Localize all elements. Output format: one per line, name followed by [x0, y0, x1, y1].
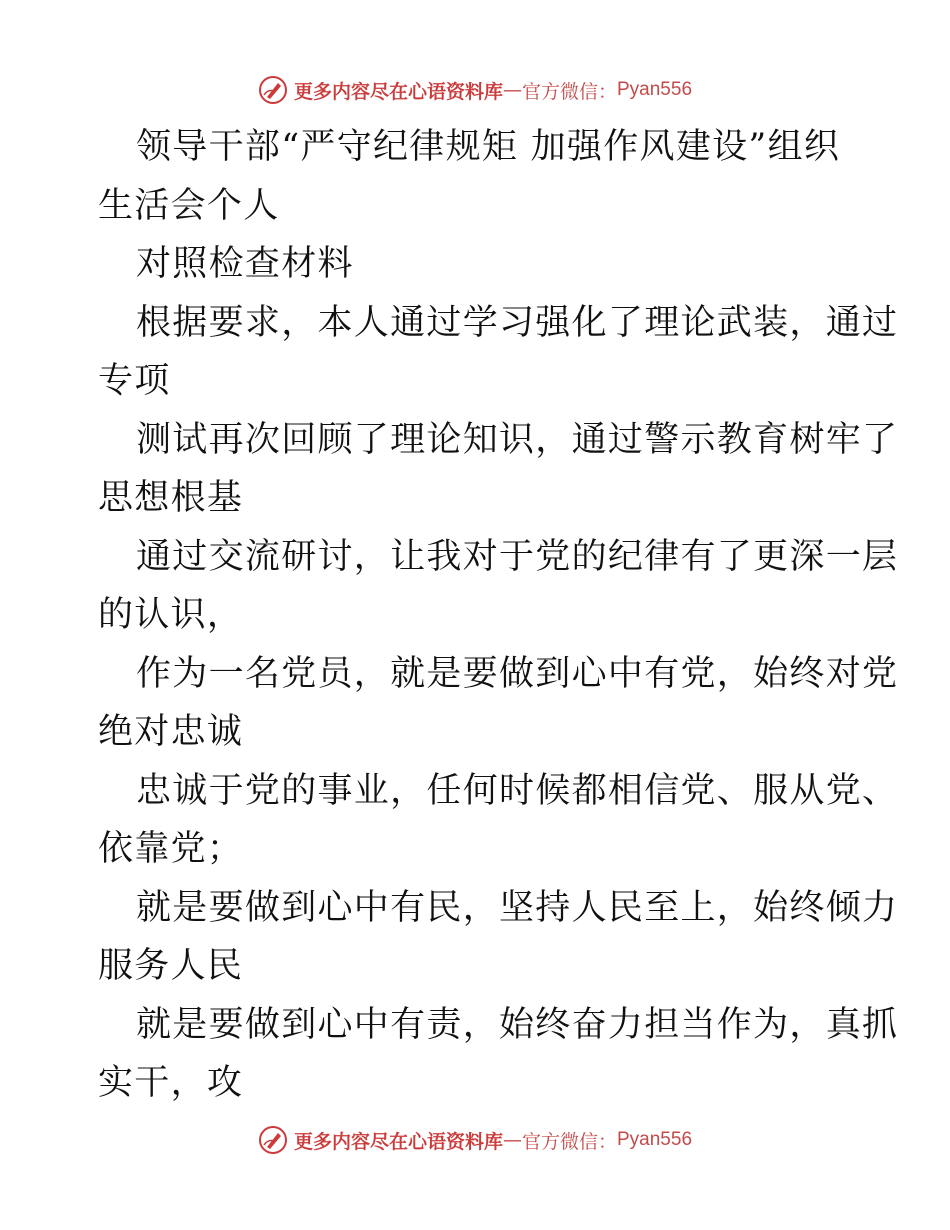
footer-brand-text: 更多内容尽在心语资料库 [293, 1130, 503, 1153]
header-brand-text: 更多内容尽在心语资料库 [293, 80, 503, 103]
paragraph-line: 依靠党； [98, 829, 244, 869]
document-body [98, 118, 899, 1113]
paragraph-line: 根据要求，本人通过学习强化了理论武装，通过 [136, 302, 899, 343]
header-separator: — [502, 79, 522, 101]
paragraph-line: 绝对忠诚 [98, 712, 244, 752]
paragraph-line: 就是要做到心中有责，始终奋力担当作为，真抓 [136, 1004, 899, 1045]
footer-banner [0, 1122, 950, 1158]
paragraph-line: 的认识， [98, 595, 244, 635]
footer-wechat-label: 官方微信： [521, 1130, 617, 1153]
paragraph-line: 实干，攻 [98, 1063, 244, 1103]
paragraph-line: 服务人民 [98, 946, 244, 986]
footer-separator: — [502, 1129, 522, 1151]
document-subtitle: 对照检查材料 [136, 244, 354, 284]
paragraph-line: 作为一名党员，就是要做到心中有党，始终对党 [136, 653, 899, 694]
paragraph-line: 测试再次回顾了理论知识，通过警示教育树牢了 [136, 419, 899, 460]
document-title-line-2: 生活会个人 [98, 185, 280, 226]
footer-wechat-id: Pyan556 [617, 1129, 693, 1150]
paragraph-line: 就是要做到心中有民，坚持人民至上，始终倾力 [136, 887, 899, 928]
header-banner [0, 72, 950, 108]
paragraph-line: 专项 [98, 361, 171, 401]
quill-pen-logo-icon [258, 1125, 288, 1155]
header-wechat-id: Pyan556 [617, 79, 693, 100]
quill-pen-logo-icon [258, 75, 288, 105]
paragraph-line: 通过交流研讨，让我对于党的纪律有了更深一层 [136, 536, 899, 577]
header-wechat-label: 官方微信： [521, 80, 617, 103]
document-title-line-1: 领导干部“严守纪律规矩 加强作风建设”组织 [136, 127, 841, 167]
paragraph-line: 思想根基 [98, 478, 244, 518]
paragraph-line: 忠诚于党的事业，任何时候都相信党、服从党、 [136, 770, 899, 811]
